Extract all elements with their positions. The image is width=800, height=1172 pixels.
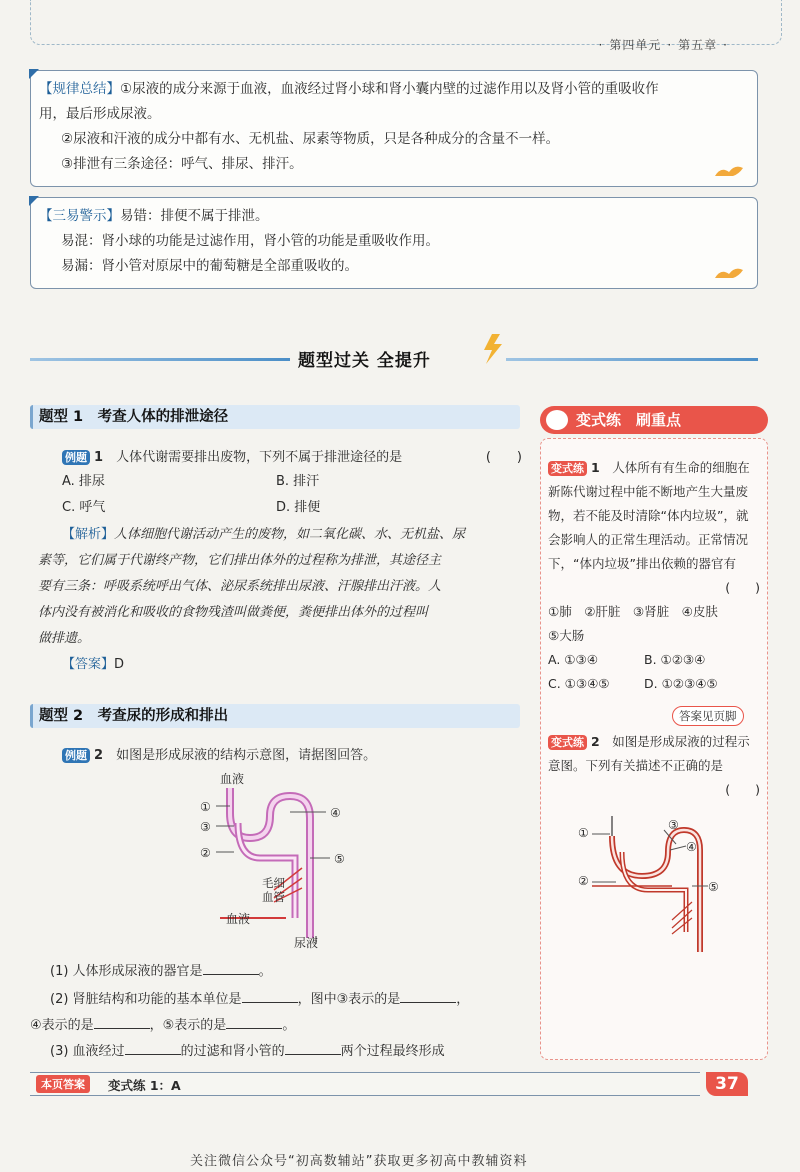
practice-1-options <box>548 672 760 696</box>
example-label: 例题 <box>62 748 90 763</box>
lightning-icon <box>478 332 508 366</box>
practice-1-items: ①肺 ②肝脏 ③肾脏 ④皮肤 <box>548 604 718 619</box>
practice-2-line: 意图。下列有关描述不正确的是 <box>548 758 724 773</box>
banner-line-left <box>30 358 290 361</box>
answer-line <box>38 652 520 678</box>
summary-tag: 【规律总结】 <box>39 81 120 97</box>
question-2-2b: ④表示的是 ，⑤表示的是 。 <box>30 1014 295 1038</box>
question-2-1: (1) 人体形成尿液的器官是 。 <box>50 960 272 984</box>
blank[interactable] <box>400 989 456 1003</box>
blank[interactable] <box>242 989 298 1003</box>
capillary-label <box>262 876 285 904</box>
option-c: C. 呼气 <box>62 500 106 515</box>
summary-text-1b: 用，最后形成尿液。 <box>39 106 161 122</box>
blank[interactable] <box>226 1015 282 1029</box>
squirrel-icon <box>713 264 745 282</box>
example2-num: 2 <box>94 748 104 763</box>
analysis-tag: 【解析】 <box>62 527 115 542</box>
header-chapter: 第五章 <box>678 38 718 52</box>
practice-1-line: 物，若不能及时清除“体内垃圾”，就 <box>548 508 749 523</box>
label-4: ④ <box>330 806 341 820</box>
label-2: ② <box>578 874 589 888</box>
warn-line-1 <box>39 204 743 229</box>
analysis-line: 素等，它们属于代谢终产物，它们排出体外的过程称为排泄，其途径主 <box>38 553 442 568</box>
practice-1-items: ⑤大肠 <box>548 628 585 643</box>
label-5: ⑤ <box>708 880 719 894</box>
example2-text: 如图是形成尿液的结构示意图，请据图回答。 <box>116 748 377 763</box>
summary-line-1 <box>39 77 743 102</box>
header-dot-right: · <box>723 38 728 52</box>
practice-label: 变式练 <box>548 735 587 750</box>
label-urine: 尿液 <box>294 936 319 950</box>
corner-mark <box>29 69 39 79</box>
capillary-label-2: 血管 <box>262 890 285 904</box>
option-c: C. ①③④⑤ <box>548 676 610 691</box>
practice-1 <box>548 456 760 696</box>
example1-num: 1 <box>94 450 104 465</box>
label-2: ② <box>200 846 211 860</box>
analysis-line: 体内没有被消化和吸收的食物残渣叫做粪便，粪便排出体外的过程叫 <box>38 605 429 620</box>
practice-1-line: 会影响人的正常生理活动。正常情况 <box>548 532 749 547</box>
example2-question <box>62 744 522 768</box>
page-answer-tag: 本页答案 <box>36 1075 90 1093</box>
answer-value: D <box>114 657 125 672</box>
banner-title: 题型过关 全提升 <box>298 351 431 371</box>
label-3: ③ <box>200 820 211 834</box>
question-2-3: (3) 血液经过 的过滤和肾小管的 两个过程最终形成 <box>50 1040 445 1064</box>
blank[interactable] <box>203 961 259 975</box>
practice-logo-icon <box>546 410 568 430</box>
banner-line-right <box>506 358 758 361</box>
analysis-line: 做排遗。 <box>38 631 91 646</box>
label-3: ③ <box>668 818 679 832</box>
blank[interactable] <box>125 1041 181 1055</box>
summary-text-3: ③排泄有三条途径：呼气、排尿、排汗。 <box>61 156 303 172</box>
practice-1-line: 变式练 1 人体所有有生命的细胞在 <box>548 456 760 480</box>
option-d: D. 排便 <box>276 500 321 515</box>
summary-text-1a: ①尿液的成分来源于血液，血液经过肾小球和肾小囊内壁的过滤作用以及肾小管的重吸收作 <box>120 81 659 97</box>
example1-text: 人体代谢需要排出废物，下列不属于排泄途径的是 <box>116 450 403 465</box>
page-answer-text: 变式练 1：A <box>108 1078 181 1093</box>
option-a: A. 排尿 <box>62 474 105 489</box>
practice-1-options <box>548 648 760 672</box>
chapter-header <box>592 36 734 53</box>
type2-title: 题型 2 考查尿的形成和排出 <box>30 704 520 728</box>
label-blood-out: 血液 <box>226 912 251 926</box>
label-1: ① <box>200 800 211 814</box>
practice-1-line: 新陈代谢过程中能不断地产生大量废 <box>548 484 749 499</box>
answer-paren: ( ) <box>485 450 522 465</box>
warning-box <box>30 197 758 289</box>
type1-title: 题型 1 考查人体的排泄途径 <box>30 405 520 429</box>
answer-tag: 【答案】 <box>62 657 115 672</box>
analysis-block <box>38 522 520 678</box>
label-5: ⑤ <box>334 852 345 866</box>
capillary-label-1: 毛细 <box>262 876 285 890</box>
summary-text-2: ②尿液和汗液的成分中都有水、无机盐、尿素等物质，只是各种成分的含量不一样。 <box>61 131 560 147</box>
header-dot-left: · <box>598 38 604 52</box>
blank[interactable] <box>94 1015 150 1029</box>
label-4: ④ <box>686 840 697 854</box>
practice-label: 变式练 <box>548 461 587 476</box>
warn-text-3: 易漏：肾小管对原尿中的葡萄糖是全部重吸收的。 <box>61 258 358 274</box>
practice-1-line: 下，“体内垃圾”排出依赖的器官有 <box>548 556 736 571</box>
warn-text-2: 易混：肾小球的功能是过滤作用，肾小管的功能是重吸收作用。 <box>61 233 439 249</box>
warn-text-1: 易错：排便不属于排泄。 <box>120 208 269 224</box>
header-dot: · <box>667 38 673 52</box>
summary-box <box>30 70 758 187</box>
practice-2 <box>548 730 760 802</box>
option-b: B. ①②③④ <box>644 652 706 667</box>
option-a: A. ①③④ <box>548 652 598 667</box>
blank[interactable] <box>285 1041 341 1055</box>
answer-paren: ( ) <box>725 580 760 595</box>
question-2-2: (2) 肾脏结构和功能的基本单位是 ，图中③表示的是 ， <box>50 988 520 1012</box>
squirrel-icon <box>713 162 745 180</box>
option-b: B. 排汗 <box>276 474 320 489</box>
watermark-text: 关注微信公众号“初高数辅站”获取更多初高中教辅资料 <box>190 1154 528 1169</box>
example1-question <box>62 446 522 470</box>
see-answer-button[interactable]: 答案见页脚 <box>672 706 744 726</box>
practice-title: 变式练 刷重点 <box>540 406 768 434</box>
warn-tag: 【三易警示】 <box>39 208 120 224</box>
answer-paren: ( ) <box>725 782 760 797</box>
label-blood-in: 血液 <box>220 772 245 786</box>
page-number: 37 <box>706 1072 748 1096</box>
example-label: 例题 <box>62 450 90 465</box>
header-unit: 第四单元 <box>609 38 662 52</box>
analysis-line: 【解析】人体细胞代谢活动产生的废物，如二氧化碳、水、无机盐、尿 <box>62 527 466 542</box>
corner-mark <box>29 196 39 206</box>
label-1: ① <box>578 826 589 840</box>
option-d: D. ①②③④⑤ <box>644 676 718 691</box>
analysis-line: 要有三条：呼吸系统呼出气体、泌尿系统排出尿液、汗腺排出汗液。人 <box>38 579 442 594</box>
practice-2-line: 变式练 2 如图是形成尿液的过程示 <box>548 730 760 754</box>
